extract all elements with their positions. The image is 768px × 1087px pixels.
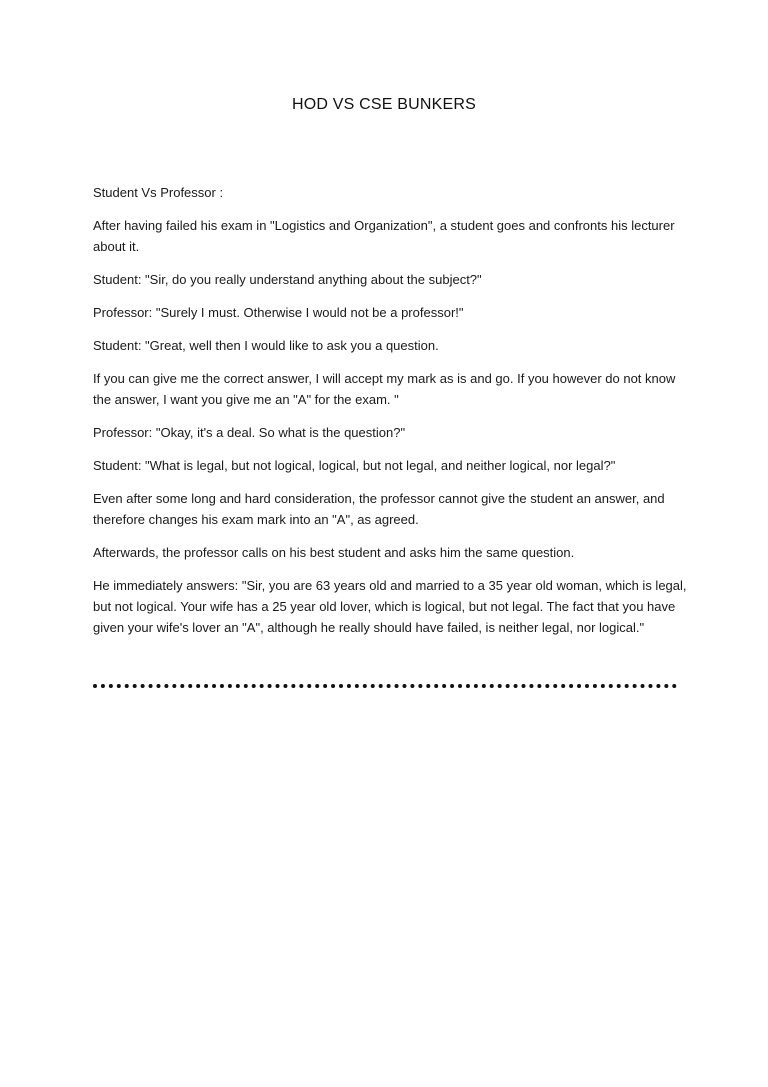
page-title: HOD VS CSE BUNKERS [291,96,477,113]
paragraph-heading: Student Vs Professor : [93,185,224,200]
paragraph: If you can give me the correct answer, I will accept my mark as is and go. If you however do not know the answer, I want you give me an "A" for the exam. " [93,371,676,407]
paragraph: Professor: "Okay, it's a deal. So what is the question?" [93,425,406,440]
paragraph: Student: "What is legal, but not logical, logical, but not legal, and neither logical, nor legal?" [93,458,616,473]
paragraph: Afterwards, the professor calls on his best student and asks him the same question. [93,545,575,560]
paragraph: Even after some long and hard consideration, the professor cannot give the student an answer, and therefore changes his exam mark into an "A", as agreed. [93,491,665,527]
paragraph: After having failed his exam in "Logistics and Organization", a student goes and confronts his lecturer about it. [93,218,675,254]
paragraph: Student: "Sir, do you really understand anything about the subject?" [93,272,482,287]
dotted-divider [93,684,677,688]
paragraph: Professor: "Surely I must. Otherwise I would not be a professor!" [93,305,464,320]
document-body [93,182,688,650]
paragraph: He immediately answers: "Sir, you are 63 years old and married to a 35 year old woman, which is legal, but not logical. Your wife has a 25 year old lover, which is logical, but not legal. The fact that you have given your wife's lover an "A", although he really should have failed, is neither legal, nor logical." [93,578,687,635]
paragraph: Student: "Great, well then I would like to ask you a question. [93,338,439,353]
